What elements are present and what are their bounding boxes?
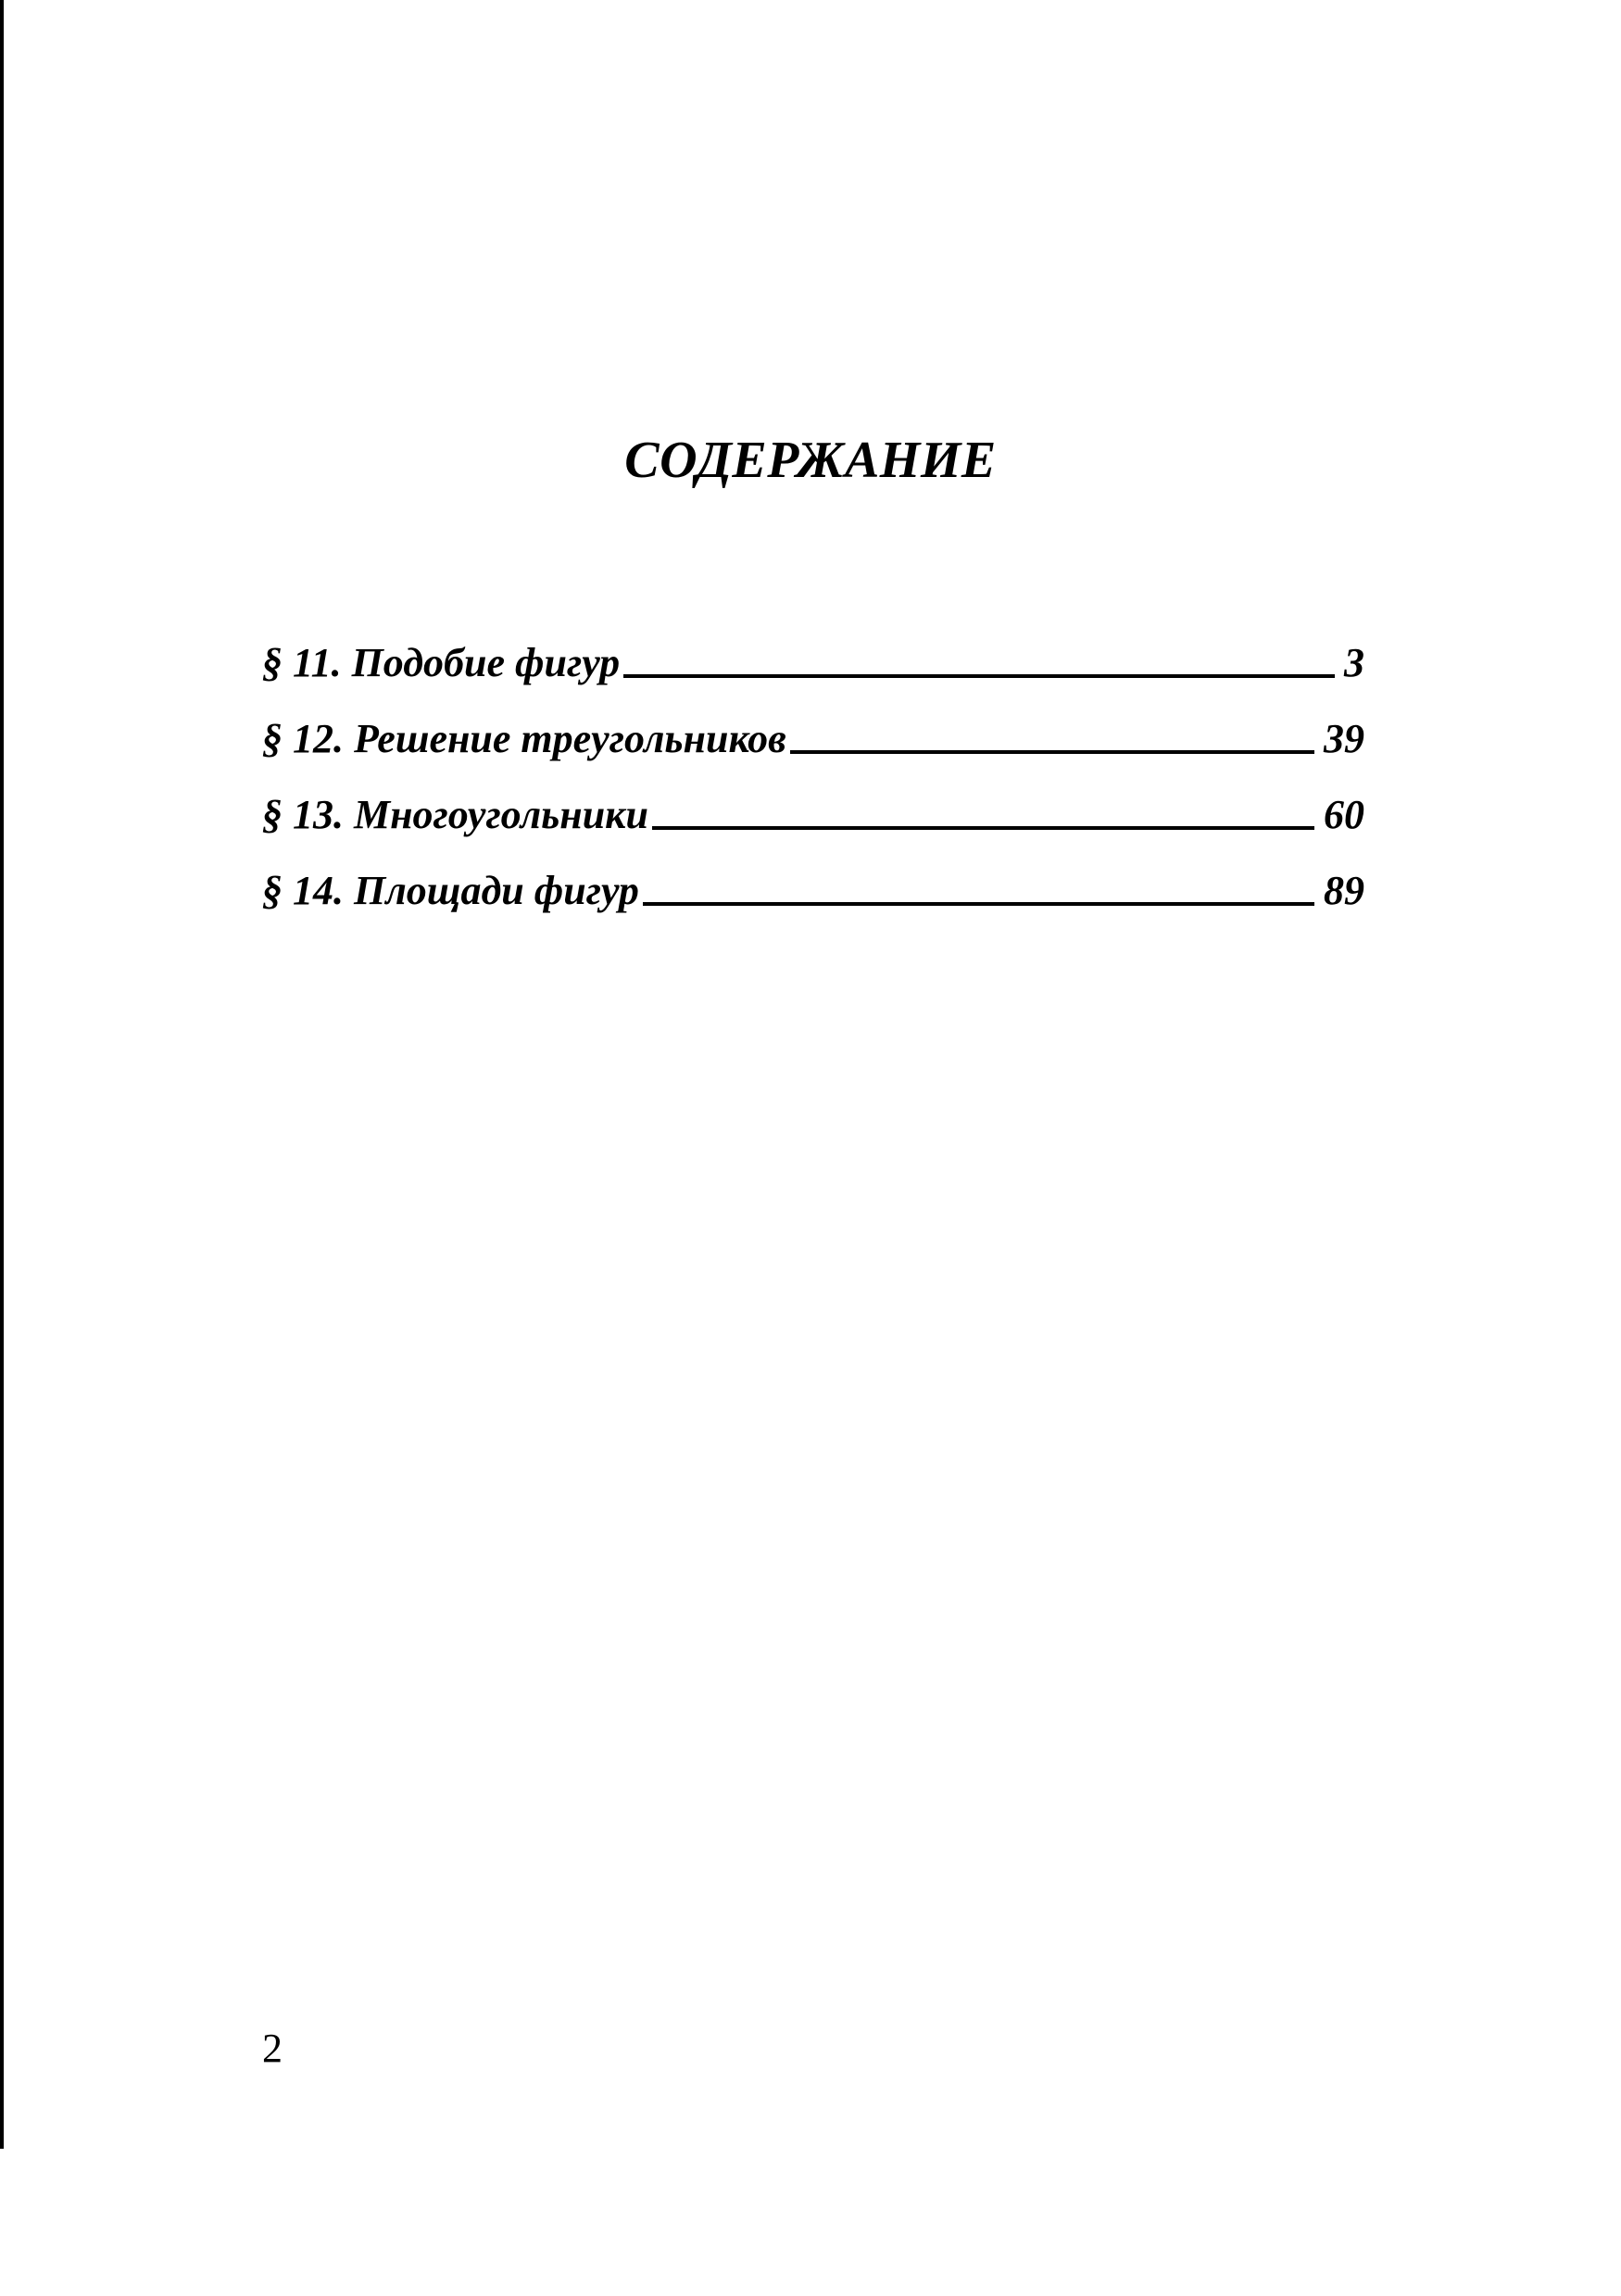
page-number: 2	[262, 2026, 283, 2071]
page-title: СОДЕРЖАНИЕ	[624, 432, 997, 489]
toc-leader-line	[623, 674, 1335, 678]
toc-leader-line	[652, 826, 1314, 830]
toc-leader-line	[790, 750, 1314, 754]
toc-entry-page: 39	[1324, 716, 1364, 761]
table-of-contents	[262, 639, 1364, 943]
toc-entry-label: § 11. Подобие фигур	[262, 640, 621, 685]
toc-entry-label: § 14. Площади фигур	[262, 868, 639, 913]
toc-leader-line	[643, 902, 1314, 906]
page-left-border	[0, 0, 4, 2149]
toc-entry-label: § 13. Многоугольники	[262, 792, 648, 837]
toc-entry-11[interactable]	[262, 639, 1364, 715]
toc-entry-page: 89	[1324, 868, 1364, 913]
toc-entry-13[interactable]	[262, 791, 1364, 867]
toc-entry-label: § 12. Решение треугольников	[262, 716, 786, 761]
toc-entry-page: 3	[1344, 640, 1364, 685]
toc-entry-page: 60	[1324, 792, 1364, 837]
toc-entry-14[interactable]	[262, 867, 1364, 943]
toc-entry-12[interactable]	[262, 715, 1364, 791]
